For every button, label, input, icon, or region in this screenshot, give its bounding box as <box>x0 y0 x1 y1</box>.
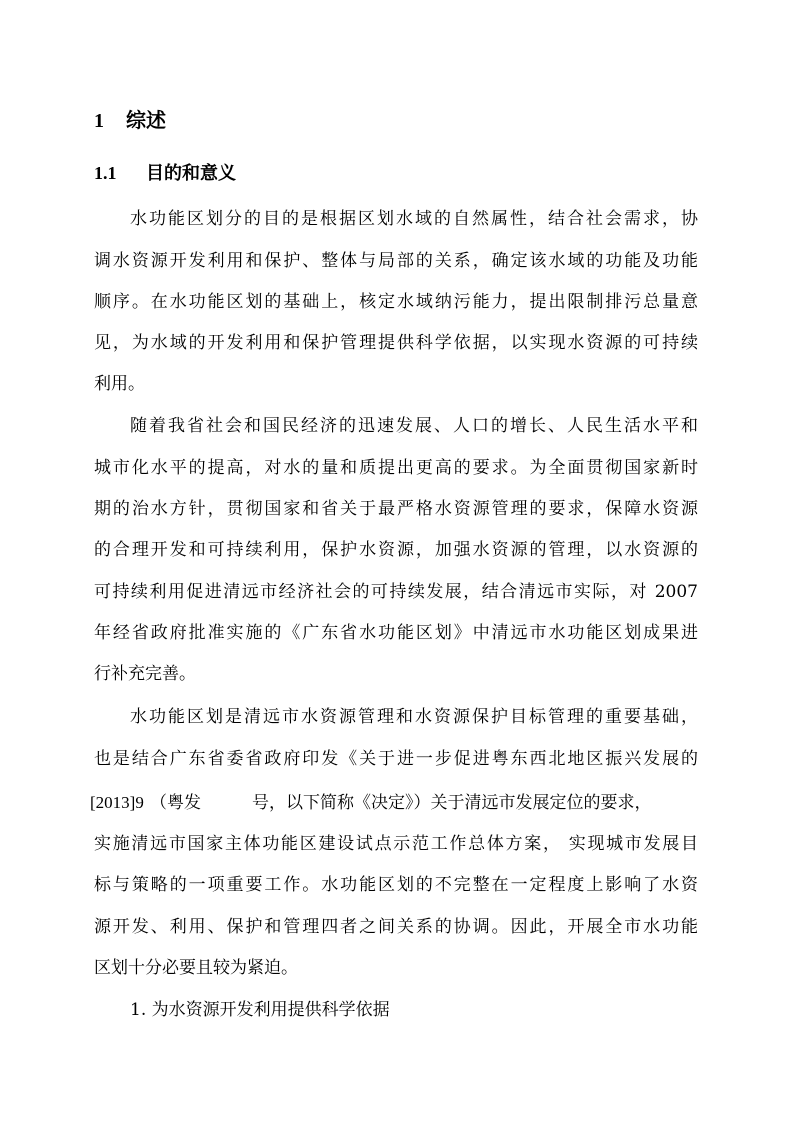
paragraph-3-line: 实施清远市国家主体功能区建设试点示范工作总体方案， 实现城市发展目 <box>94 834 698 854</box>
paragraph-1-line: 水功能区划分的目的是根据区划水域的自然属性，结合社会需求，协 <box>130 209 698 229</box>
paragraph-2-line: 城市化水平的提高，对水的量和质提出更高的要求。为全面贯彻国家新时 <box>94 458 698 478</box>
subsection-number: 1.1 <box>94 163 117 183</box>
paragraph-3-line: 标与策略的一项重要工作。水功能区划的不完整在一定程度上影响了水资 <box>94 875 698 895</box>
paragraph-2-line: 的合理开发和可持续利用，保护水资源，加强水资源的管理，以水资源的 <box>94 540 698 560</box>
paragraph-3-line: （粤发 号，以下简称《决定》）关于清远市发展定位的要求， <box>150 793 652 813</box>
section-heading-1 <box>94 106 166 135</box>
paragraph-2-line: 可持续利用促进清远市经济社会的可持续发展，结合清远市实际，对 2007 <box>94 582 698 602</box>
list-item: 1. 为水资源开发利用提供科学依据 <box>130 1000 390 1020</box>
paragraph-1-line: 顺序。在水功能区划的基础上，核定水域纳污能力，提出限制排污总量意 <box>94 292 698 312</box>
paragraph-2-line: 年经省政府批准实施的《广东省水功能区划》中清远市水功能区划成果进 <box>94 623 698 643</box>
section-heading-1-1 <box>94 160 236 187</box>
paragraph-2-line: 随着我省社会和国民经济的迅速发展、人口的增长、人民生活水平和 <box>130 416 698 436</box>
paragraph-2-line: 行补充完善。 <box>94 664 196 684</box>
paragraph-3-line: 水功能区划是清远市水资源管理和水资源保护目标管理的重要基础， <box>130 707 698 727</box>
paragraph-1-line: 见，为水域的开发利用和保护管理提供科学依据，以实现水资源的可持续 <box>94 333 698 353</box>
section-title: 综述 <box>126 108 166 132</box>
paragraph-2-line: 期的治水方针，贯彻国家和省关于最严格水资源管理的要求，保障水资源 <box>94 499 698 519</box>
paragraph-3-line: 也是结合广东省委省政府印发《关于进一步促进粤东西北地区振兴发展的 <box>94 749 698 769</box>
paragraph-3-line: 区划十分必要且较为紧迫。 <box>94 958 298 978</box>
paragraph-1-line: 利用。 <box>94 374 145 394</box>
section-number: 1 <box>94 110 104 132</box>
paragraph-3-line: 源开发、利用、保护和管理四者之间关系的协调。因此，开展全市水功能 <box>94 917 698 937</box>
paragraph-1-line: 调水资源开发利用和保护、整体与局部的关系，确定该水域的功能及功能 <box>94 251 698 271</box>
reference-marker: [2013]9 <box>90 793 144 812</box>
subsection-title: 目的和意义 <box>146 163 236 184</box>
